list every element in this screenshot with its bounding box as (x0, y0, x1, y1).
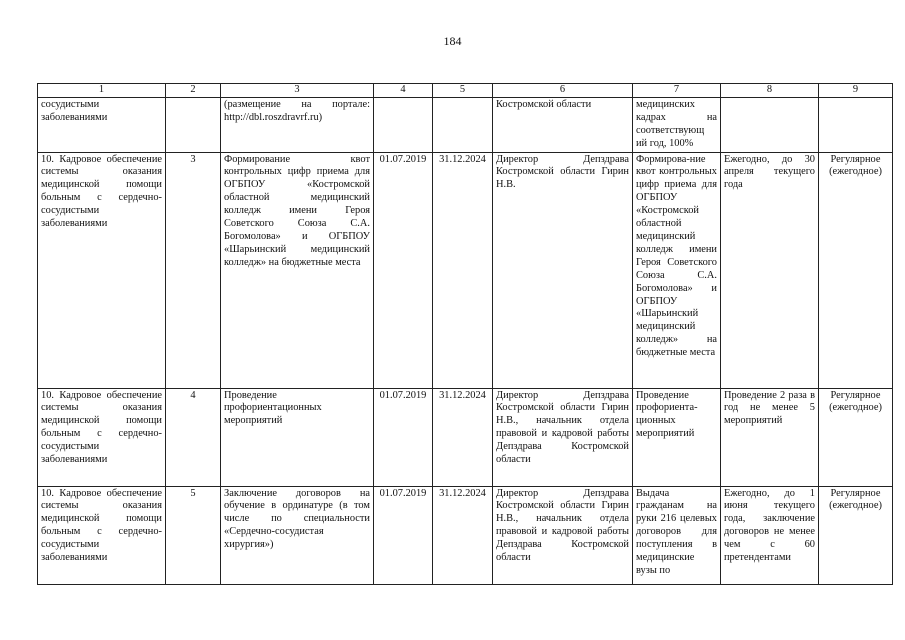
page-number: 184 (443, 34, 462, 48)
end-date-cell: 31.12.2024 (433, 388, 493, 486)
type-cell (819, 97, 893, 152)
deadline-cell: Ежегодно, до 1 июня текущего года, заключение договоров не менее чем с 60 претендентами (721, 486, 819, 584)
task-cell: 10. Кадровое обеспечение системы оказания медицинской помощи больным с сердечно-сосудистыми заболеваниями (38, 388, 166, 486)
table-row (38, 97, 893, 152)
task-text: сосудистыми заболеваниями (41, 98, 108, 123)
end-date-cell: 31.12.2024 (433, 486, 493, 584)
header-cell: 1 (38, 84, 166, 98)
header-cell: 9 (819, 84, 893, 98)
start-date-cell: 01.07.2019 (374, 152, 433, 388)
header-cell: 5 (433, 84, 493, 98)
responsible-cell: Директор Депздрава Костромской области Гирин Н.В. (493, 152, 633, 388)
type-cell: Регулярное (ежегодное) (819, 486, 893, 584)
table-row (38, 152, 893, 388)
table-row (38, 486, 893, 584)
header-row (38, 84, 893, 98)
result-cell: Проведение профориента-ционных мероприятий (633, 388, 721, 486)
start-date-cell (374, 97, 433, 152)
responsible-cell: Директор Депздрава Костромской области Гирин Н.В., начальник отдела правовой и кадровой работы Депздрава Костромской области (493, 486, 633, 584)
plan-table (37, 83, 893, 585)
task-cell: 10. Кадровое обеспечение системы оказания медицинской помощи больным с сердечно-сосудистыми заболеваниями (38, 486, 166, 584)
table-row (38, 388, 893, 486)
deadline-cell: Проведение 2 раза в год не менее 5 мероприятий (721, 388, 819, 486)
activity-cell: Проведение профориентационных мероприятий (221, 388, 374, 486)
task-cell (38, 97, 166, 152)
responsible-cell: Костромской области (493, 97, 633, 152)
activity-cell: (размещение на портале: http://dbl.roszdravrf.ru) (221, 97, 374, 152)
type-cell: Регулярное (ежегодное) (819, 388, 893, 486)
responsible-cell: Директор Депздрава Костромской области Гирин Н.В., начальник отдела правовой и кадровой работы Депздрава Костромской области (493, 388, 633, 486)
end-date-cell (433, 97, 493, 152)
number-cell: 3 (166, 152, 221, 388)
start-date-cell: 01.07.2019 (374, 486, 433, 584)
header-cell: 8 (721, 84, 819, 98)
end-date-cell: 31.12.2024 (433, 152, 493, 388)
result-cell: Формирова-ние квот контрольных цифр приема для ОГБПОУ «Костромской областной медицинский колледж имени Героя Советского Союза С.А. Богомолова» и ОГБПОУ «Шарьинский медицинский колледж» на бюджетные места (633, 152, 721, 388)
header-cell: 2 (166, 84, 221, 98)
type-cell: Регулярное (ежегодное) (819, 152, 893, 388)
header-cell: 7 (633, 84, 721, 98)
activity-cell: Заключение договоров на обучение в ординатуре (в том числе по специальности «Сердечно-сосудистая хирургия») (221, 486, 374, 584)
header-cell: 3 (221, 84, 374, 98)
deadline-cell (721, 97, 819, 152)
task-cell: 10. Кадровое обеспечение системы оказания медицинской помощи больным с сердечно-сосудистыми заболеваниями (38, 152, 166, 388)
header-cell: 4 (374, 84, 433, 98)
result-cell: медицинских кадрах на соответствующ ий год, 100% (633, 97, 721, 152)
number-cell: 5 (166, 486, 221, 584)
activity-cell: Формирование квот контрольных цифр приема для ОГБПОУ «Костромской областной медицинский колледж имени Героя Советского Союза С.А. Богомолова» и ОГБПОУ «Шарьинский медицинский колледж» на бюджетные места (221, 152, 374, 388)
start-date-cell: 01.07.2019 (374, 388, 433, 486)
number-cell (166, 97, 221, 152)
number-cell: 4 (166, 388, 221, 486)
header-cell: 6 (493, 84, 633, 98)
result-cell: Выдача гражданам на руки 216 целевых договоров для поступления в медицинские вузы по (633, 486, 721, 584)
deadline-cell: Ежегодно, до 30 апреля текущего года (721, 152, 819, 388)
